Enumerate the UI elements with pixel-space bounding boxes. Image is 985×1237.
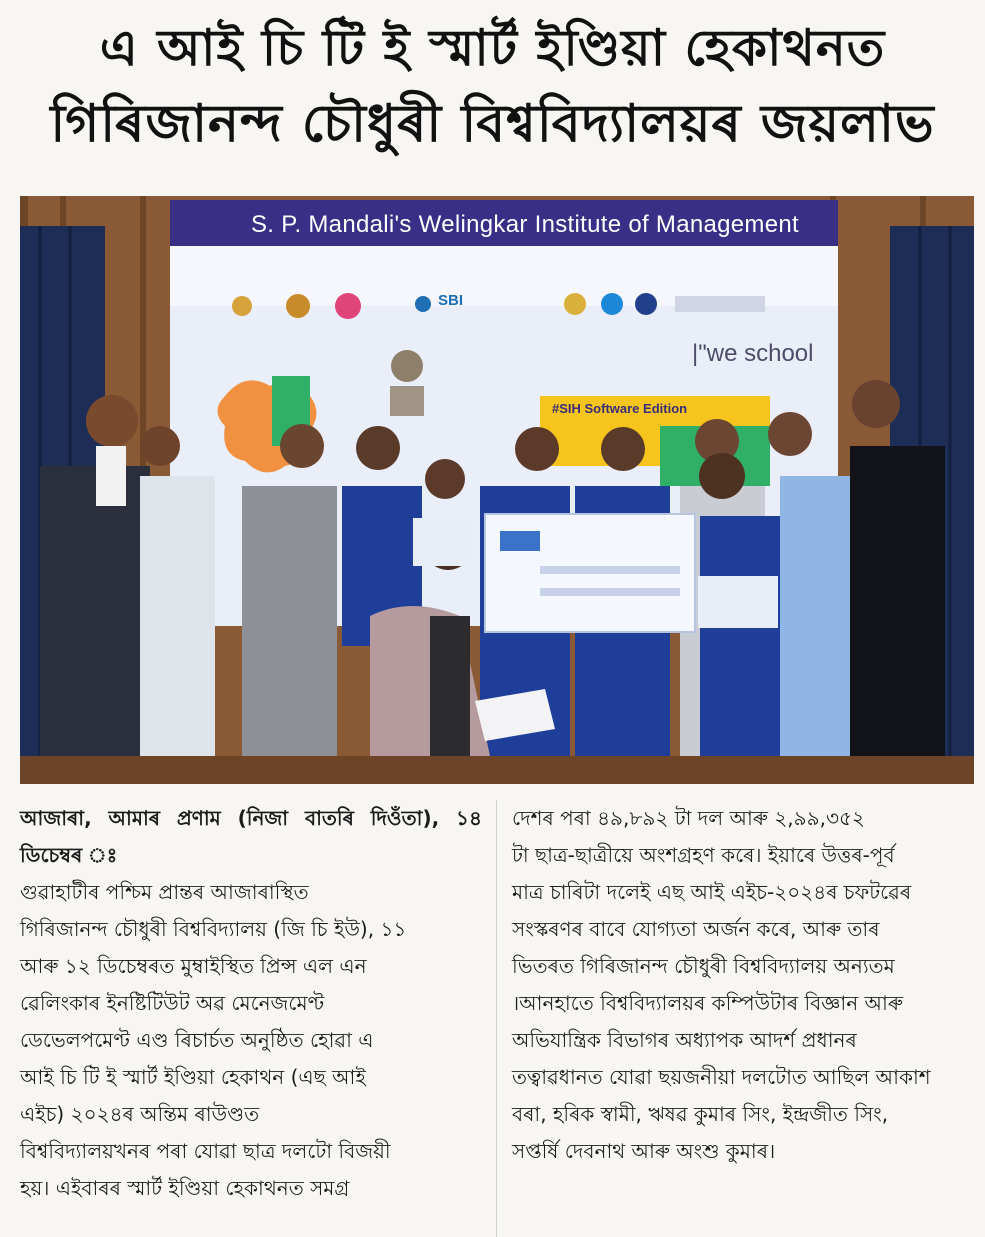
right-line: সপ্তৰ্ষি দেবনাথ আৰু অংশু কুমাৰ। <box>512 1139 776 1163</box>
sbi-logo-text: SBI <box>438 292 464 309</box>
left-line: গিৰিজানন্দ চৌধুৰী বিশ্ববিদ্যালয় (জি চি ইউ), ১১ <box>20 917 407 941</box>
right-line: ভিতৰত গিৰিজানন্দ চৌধুৰী বিশ্ববিদ্যালয় অন্যতম <box>512 954 895 978</box>
news-photo <box>20 196 974 784</box>
left-line: আৰু ১২ ডিচেম্বৰত মুম্বাইস্থিত প্ৰিন্স এল এন <box>20 954 367 978</box>
weschool-logo-text: |"we school <box>692 340 814 367</box>
right-line: তত্বাৱধানত যোৱা ছয়জনীয়া দলটোত আছিল আকাশ <box>512 1065 931 1089</box>
left-line: বিশ্ববিদ্যালয়খনৰ পৰা যোৱা ছাত্ৰ দলটো বিজয়ী <box>20 1139 391 1163</box>
headline-line-2: গিৰিজানন্দ চৌধুৰী বিশ্ববিদ্যালয়ৰ জয়লাভ <box>50 94 935 154</box>
left-line: ডেভেলপমেণ্ট এণ্ড ৰিচাৰ্চত অনুষ্ঠিত হোৱা এ <box>20 1028 374 1052</box>
photo-illustration <box>20 196 974 784</box>
left-line: ৱেলিংকাৰ ইনষ্টিটিউট অৱ মেনেজমেণ্ট <box>20 991 325 1015</box>
headline <box>0 12 985 164</box>
left-line: গুৱাহাটীৰ পশ্চিম প্ৰান্তৰ আজাৰাস্থিত <box>20 880 309 904</box>
right-line: ।আনহাতে বিশ্ববিদ্যালয়ৰ কম্পিউটাৰ বিজ্ঞান আৰু <box>512 991 903 1015</box>
right-line: সংস্কৰণৰ বাবে যোগ্যতা অৰ্জন কৰে, আৰু তাৰ <box>512 917 880 941</box>
sih-edition-text: #SIH Software Edition <box>552 401 688 416</box>
right-line: অভিযান্ত্ৰিক বিভাগৰ অধ্যাপক আদৰ্শ প্ৰধানৰ <box>512 1028 857 1052</box>
left-line: আই চি টি ই স্মাৰ্ট ইণ্ডিয়া হেকাথন (এছ আই <box>20 1065 366 1089</box>
dateline: আজাৰা, আমাৰ প্ৰণাম (নিজা বাতৰি দিওঁতা), ১৪ ডিচেম্বৰ ঃ <box>20 806 482 867</box>
right-line: বৰা, হৰিক স্বামী, ঋষৱ কুমাৰ সিং, ইন্দ্ৰজীত সিং, <box>512 1102 889 1126</box>
article-body <box>20 800 974 1237</box>
right-line: টা ছাত্ৰ-ছাত্ৰীয়ে অংশগ্ৰহণ কৰে। ইয়াৰে উত্তৰ-পূৰ্ব <box>512 843 895 867</box>
right-line: দেশৰ পৰা ৪৯,৮৯২ টা দল আৰু ২,৯৯,৩৫২ <box>512 806 865 830</box>
left-line: হয়। এইবাৰৰ স্মাৰ্ট ইণ্ডিয়া হেকাথনত সমগ্ৰ <box>20 1176 350 1200</box>
left-line: এইচ) ২০২৪ৰ অন্তিম ৰাউণ্ডত <box>20 1102 260 1126</box>
column-divider <box>496 800 497 1237</box>
headline-line-1: এ আই চি টি ই স্মাৰ্ট ইণ্ডিয়া হেকাথনত <box>99 19 886 77</box>
article-column-right <box>512 800 974 1170</box>
screen-banner-text: S. P. Mandali's Welingkar Institute of Management <box>250 211 799 238</box>
right-line: মাত্ৰ চাৰিটা দলেই এছ আই এইচ-২০২৪ৰ চফটৱেৰ <box>512 880 912 904</box>
article-column-left <box>20 800 482 1207</box>
